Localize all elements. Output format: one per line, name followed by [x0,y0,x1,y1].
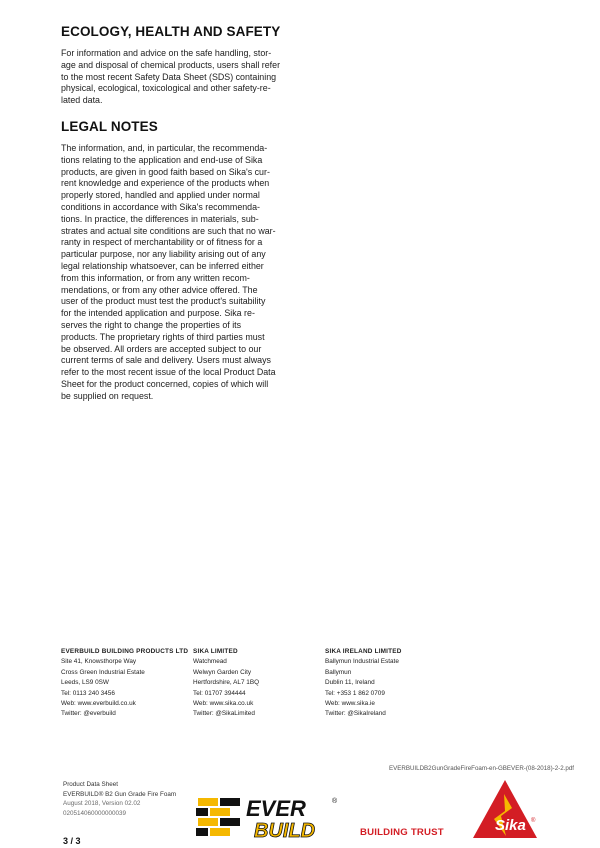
company-web[interactable]: Web: www.sika.ie [325,700,375,708]
everbuild-logo [196,795,342,840]
company-address-line: Hertfordshire, AL7 1BQ [193,679,260,687]
main-column [61,24,293,403]
company-address-line: Site 41, Knowsthorpe Way [61,658,137,666]
ecology-heading: ECOLOGY, HEALTH AND SAFETY [61,24,281,39]
company-phone: Tel: +353 1 862 0709 [325,689,385,697]
company-twitter[interactable]: Twitter: @SikaIreland [325,710,386,718]
brick-icon [196,798,240,836]
everbuild-word-top: EVER [246,796,306,821]
company-address-line: Ballymun Industrial Estate [325,658,399,666]
page-number: 3 / 3 [63,836,81,846]
company-twitter[interactable]: Twitter: @SikaLimited [193,710,255,718]
company-sika-ireland [325,647,455,720]
company-sika-limited [193,647,323,720]
legal-heading: LEGAL NOTES [61,118,158,134]
company-address-line: Cross Green Industrial Estate [61,668,145,676]
company-web[interactable]: Web: www.everbuild.co.uk [61,700,136,708]
version-info: August 2018, Version 02.02 [63,800,141,808]
sika-logo [470,778,540,840]
company-name: SIKA IRELAND LIMITED [325,648,402,655]
company-address-line: Watchmead [193,658,227,666]
ecology-paragraph: For information and advice on the safe handling, stor- age and disposal of chemical products, users shall refer to the most recent Safety Data Sheet (SDS) containing physical, ecological, toxicological and other safety-re- lated data. [61,48,281,106]
product-code: 020514060000000039 [63,809,127,817]
company-web[interactable]: Web: www.sika.co.uk [193,700,254,708]
document-filename: EVERBUILDB2GunGradeFireFoam-en-GBEVER-(08-2018)-2-2.pdf [388,765,574,772]
company-address-line: Leeds, LS9 0SW [61,679,109,687]
sika-word: Sika [495,817,526,834]
product-name: EVERBUILD® B2 Gun Grade Fire Foam [63,790,177,798]
building-trust-tagline: BUILDING TRUST [360,827,444,838]
company-name: SIKA LIMITED [193,648,238,655]
pds-label: Product Data Sheet [63,781,118,788]
sika-registered-mark: ® [531,818,536,824]
company-address-line: Welwyn Garden City [193,668,252,676]
company-address-line: Dublin 11, Ireland [325,679,375,687]
company-name: EVERBUILD BUILDING PRODUCTS LTD [61,648,189,655]
company-twitter[interactable]: Twitter: @everbuild [61,710,116,718]
company-address-line: Ballymun [325,668,352,676]
company-phone: Tel: 01707 394444 [193,689,246,697]
everbuild-word-bottom: BUILD [254,820,316,840]
everbuild-registered-mark: ® [332,798,338,805]
product-data-sheet-info [63,780,176,818]
company-phone: Tel: 0113 240 3456 [61,689,115,697]
legal-paragraph: The information, and, in particular, the recommenda- tions relating to the application and end-use of Sika products, are given in good faith based on Sika's cur- rent knowledge and experience of the products when properly stored, handled and applied under normal conditions in accordance with Sika's recommenda- tions. In practice, the differences in materials, sub- strates and actual site conditions are such that no war- ranty in respect of merchantability or of fitness for a particular purpose, nor any liability arising out of any legal relationship whatsoever, can be inferred either from this information, or from any written recom- mendations, or from any other advice offered. The user of the product must test the product's suitability for the intended application and purpose. Sika re- serves the right to change the properties of its products. The proprietary rights of third parties must be observed. All orders are accepted subject to our current terms of sale and delivery. Users must always refer to the most recent issue of the local Product Data Sheet for the product concerned, copies of which will be supplied on request. [61,142,276,401]
company-everbuild [61,647,191,720]
